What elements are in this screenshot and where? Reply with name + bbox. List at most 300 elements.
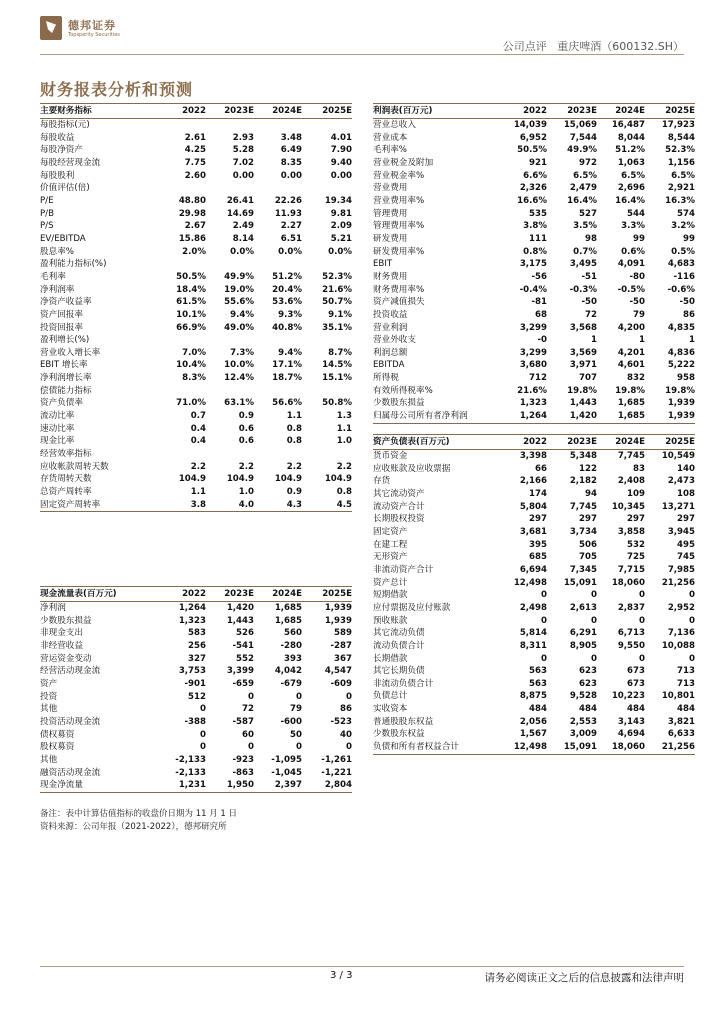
row-label: 流动负债合计	[373, 640, 425, 651]
table-row	[373, 577, 695, 590]
cell-value: 4,091	[617, 259, 645, 270]
cell-value: 104.9	[178, 474, 206, 485]
cell-value: 19.8%	[665, 385, 695, 396]
table-row	[373, 539, 695, 552]
cell-value: 4.0	[238, 499, 254, 510]
cell-value: 2,921	[667, 183, 695, 194]
year-header: 2022	[158, 104, 206, 119]
table-row	[40, 716, 352, 729]
table-row	[40, 691, 352, 704]
cell-value	[206, 258, 254, 271]
cell-value: 1.3	[336, 411, 352, 422]
cell-value: 7.0%	[182, 347, 206, 358]
cell-value: -1,095	[271, 754, 302, 765]
year-header: 2022	[497, 104, 547, 119]
cell-value: 6.5%	[573, 170, 597, 181]
cell-value: -80	[629, 271, 645, 282]
table-row	[40, 208, 352, 221]
cell-value: 0.00	[280, 170, 302, 181]
table-row	[373, 488, 695, 501]
cell-value: 673	[627, 678, 645, 689]
cell-value: -287	[330, 640, 352, 651]
cell-value	[302, 119, 352, 132]
cell-value: 2.27	[280, 221, 302, 232]
cell-value: 395	[529, 539, 547, 550]
cell-value: 1,939	[324, 603, 352, 613]
table-row	[373, 182, 695, 195]
cell-value: 0	[296, 742, 302, 753]
cell-value: 16.6%	[517, 195, 547, 206]
cell-value: 0.4	[190, 423, 206, 434]
cell-value: 0	[248, 742, 254, 753]
cell-value: -1,045	[271, 767, 302, 778]
page-title: 财务报表分析和预测	[40, 80, 194, 99]
cell-value: -50	[629, 297, 645, 308]
row-label: 有效所得税率%	[373, 385, 433, 396]
cell-value	[302, 258, 352, 271]
table-row	[373, 397, 695, 410]
cell-value: -609	[330, 678, 352, 689]
header-divider	[40, 54, 684, 55]
cell-value	[254, 385, 302, 398]
table-row	[373, 627, 695, 640]
cell-value: 52.3%	[322, 271, 352, 282]
row-label: 非现金支出	[40, 628, 83, 639]
table-row	[40, 334, 352, 347]
table-row	[40, 157, 352, 170]
cell-value: 4,200	[617, 322, 645, 333]
row-label: 盈利增长(%)	[40, 335, 90, 346]
report-header	[503, 38, 684, 54]
cell-value: 15,091	[563, 577, 597, 588]
cell-value: 6.51	[280, 233, 302, 244]
cell-value: 83	[633, 463, 645, 474]
cell-value: -0	[537, 335, 547, 346]
row-label: P/B	[40, 208, 54, 219]
cell-value: 0.9	[238, 411, 254, 422]
cell-value: 21.6%	[517, 385, 547, 396]
cell-value: 9.3%	[278, 309, 302, 320]
cell-value: 1,939	[324, 615, 352, 626]
cell-value: 0.4	[190, 436, 206, 447]
cell-value: 4,835	[667, 322, 695, 333]
row-label: 每股股利	[40, 170, 75, 181]
cell-value: 6.49	[280, 145, 302, 156]
cell-value: 713	[677, 678, 695, 689]
row-label: 股息率%	[40, 246, 74, 257]
table-row	[40, 486, 352, 499]
table-row	[40, 397, 352, 410]
cell-value: 2,473	[667, 476, 695, 487]
cell-value: 19.34	[324, 195, 352, 206]
cell-value: 2.09	[330, 221, 352, 232]
table-row	[373, 246, 695, 259]
table-row	[40, 640, 352, 653]
row-label: EBIT 增长率	[40, 360, 88, 371]
cell-value: 8.14	[232, 233, 254, 244]
cell-value: 2,804	[324, 780, 352, 791]
table-header-row	[373, 104, 695, 119]
table-title: 利润表(百万元)	[373, 104, 497, 119]
cell-value: 4,601	[617, 360, 645, 371]
table-row	[373, 463, 695, 476]
table-row	[40, 410, 352, 423]
year-header: 2025E	[645, 104, 695, 119]
row-label: P/E	[40, 195, 54, 206]
disclaimer: 请务必阅读正文之后的信息披露和法律声明	[484, 972, 684, 984]
table-row	[373, 589, 695, 602]
table-row	[373, 501, 695, 514]
cell-value: 712	[529, 373, 547, 384]
row-label: 投资活动现金流	[40, 716, 101, 727]
table-row	[373, 551, 695, 564]
row-label: 负债总计	[373, 691, 408, 702]
cell-value: 0	[541, 653, 547, 664]
cell-value: 18,060	[611, 742, 645, 753]
cell-value: 583	[188, 628, 206, 639]
cell-value: 3.48	[280, 132, 302, 143]
table-row	[40, 144, 352, 157]
row-label: 每股收益	[40, 132, 75, 143]
row-label: 其他	[40, 754, 58, 765]
year-header: 2024E	[597, 104, 645, 119]
cell-value: 9,550	[617, 640, 645, 651]
row-label: 流动比率	[40, 411, 75, 422]
cell-value: 6,713	[617, 628, 645, 639]
cell-value: 2,408	[617, 476, 645, 487]
row-label: 营业税金率%	[373, 170, 425, 181]
report-type: 公司点评	[502, 40, 547, 53]
cell-value: 544	[627, 208, 645, 219]
row-label: 应收帐款周转天数	[40, 461, 109, 472]
cell-value: 4,201	[617, 347, 645, 358]
cell-value: 8,875	[519, 691, 547, 702]
cell-value: -0.3%	[569, 284, 597, 295]
cell-value: 745	[677, 552, 695, 563]
cell-value: -863	[232, 767, 254, 778]
row-label: 经营效率指标	[40, 449, 92, 460]
cell-value: 3,569	[569, 347, 597, 358]
cell-value: -50	[581, 297, 597, 308]
row-label: 财务费用	[373, 271, 408, 282]
cell-value: 713	[677, 666, 695, 677]
cell-value: 3,753	[178, 666, 206, 677]
row-label: 流动资产合计	[373, 501, 425, 512]
cell-value: 15,091	[563, 742, 597, 753]
cell-value: 21,256	[661, 742, 695, 753]
cell-value: 0	[591, 653, 597, 664]
table-row	[373, 322, 695, 335]
cell-value: 4,042	[274, 666, 302, 677]
cell-value: 2,553	[569, 716, 597, 727]
cell-value	[302, 448, 352, 461]
row-label: 非流动负债合计	[373, 678, 434, 689]
table-row	[373, 653, 695, 666]
cell-value	[302, 334, 352, 347]
cell-value: 16,487	[611, 120, 645, 130]
cell-value: -600	[280, 716, 302, 727]
cell-value: -679	[280, 678, 302, 689]
cell-value: 3,821	[667, 716, 695, 727]
cell-value: 22.26	[274, 195, 302, 206]
year-header: 2024E	[597, 435, 645, 450]
cell-value	[206, 334, 254, 347]
cell-value	[158, 448, 206, 461]
cell-value: 16.3%	[665, 195, 695, 206]
cell-value: 0	[639, 653, 645, 664]
cell-value: 14.5%	[322, 360, 352, 371]
table-row	[373, 132, 695, 145]
logo-name-en: Topsperity Securities	[68, 32, 120, 38]
cell-value: 0.0%	[278, 246, 302, 257]
cell-value: 484	[627, 704, 645, 715]
cell-value: 4,683	[667, 259, 695, 270]
cell-value: 18,060	[611, 577, 645, 588]
cell-value: 108	[677, 488, 695, 499]
table-row	[40, 473, 352, 486]
cell-value: -1,221	[321, 767, 352, 778]
table-row	[373, 513, 695, 526]
cell-value: 707	[579, 373, 597, 384]
cell-value: 0.00	[330, 170, 352, 181]
cell-value: 506	[579, 539, 597, 550]
cell-value: 0.9	[286, 487, 302, 498]
table-header-row	[373, 435, 695, 450]
row-label: 价值评估(倍)	[40, 183, 90, 194]
cell-value: 623	[579, 678, 597, 689]
cell-value: 6.5%	[671, 170, 695, 181]
row-label: 管理费用	[373, 208, 408, 219]
row-label: 研发费用	[373, 233, 408, 244]
cell-value: 12,498	[513, 577, 547, 588]
cell-value: 14.69	[226, 208, 254, 219]
cell-value: 3,143	[617, 716, 645, 727]
cell-value: 99	[683, 233, 695, 244]
row-label: 非经营收益	[40, 640, 83, 651]
cell-value: 3,680	[519, 360, 547, 371]
cell-value: 8.35	[280, 157, 302, 168]
table-row	[40, 132, 352, 145]
cell-value	[158, 119, 206, 132]
cell-value: 104.9	[226, 474, 254, 485]
cell-value: 49.0%	[224, 322, 254, 333]
cell-value: 49.9%	[567, 145, 597, 156]
cell-value: 0	[541, 590, 547, 601]
cell-value: 5,348	[569, 451, 597, 461]
cell-value: 7,136	[667, 628, 695, 639]
table-row	[373, 475, 695, 488]
cell-value: 0.7	[190, 411, 206, 422]
cell-value: 256	[188, 640, 206, 651]
cell-value: 104.9	[274, 474, 302, 485]
cell-value: 140	[677, 463, 695, 474]
table-row	[373, 258, 695, 271]
table-row	[373, 157, 695, 170]
cell-value	[158, 334, 206, 347]
cell-value: 563	[529, 666, 547, 677]
cell-value: 2,613	[569, 602, 597, 613]
table-row	[373, 602, 695, 615]
table-row	[373, 526, 695, 539]
cell-value: 0	[346, 742, 352, 753]
cell-value: 51.2%	[615, 145, 645, 156]
table-row	[373, 334, 695, 347]
cell-value: 367	[334, 653, 352, 664]
cell-value: 0.8	[336, 487, 352, 498]
cell-value: 122	[579, 463, 597, 474]
row-label: 资产负债率	[40, 398, 83, 409]
table-row	[373, 665, 695, 678]
cell-value: 685	[529, 552, 547, 563]
row-label: 货币资金	[373, 451, 408, 461]
cell-value: 0.0%	[328, 246, 352, 257]
cell-value: 0	[639, 615, 645, 626]
cell-value: 2,056	[519, 716, 547, 727]
table-row	[373, 220, 695, 233]
cell-value: 7,715	[617, 564, 645, 575]
cell-value: 0	[296, 691, 302, 702]
cell-value: 15.86	[178, 233, 206, 244]
cell-value: 0	[689, 653, 695, 664]
cell-value: 0.0%	[230, 246, 254, 257]
table-row	[373, 144, 695, 157]
cell-value: 2.2	[336, 461, 352, 472]
cell-value: 8.7%	[328, 347, 352, 358]
table-row	[40, 499, 352, 512]
cell-value: 3.5%	[573, 221, 597, 232]
company-name: 重庆啤酒（600132.SH）	[557, 40, 684, 53]
cell-value: 51.2%	[272, 271, 302, 282]
cell-value: 297	[677, 514, 695, 525]
cell-value: 1,420	[226, 603, 254, 613]
cell-value: 10,088	[661, 640, 695, 651]
table-row	[40, 653, 352, 666]
cell-value	[254, 258, 302, 271]
cell-value: 623	[579, 666, 597, 677]
cell-value: 3,681	[519, 526, 547, 537]
row-label: 净利润率	[40, 284, 75, 295]
cell-value: 4.3	[286, 499, 302, 510]
year-header: 2025E	[302, 104, 352, 119]
cell-value: 972	[579, 157, 597, 168]
row-label: 营业收入增长率	[40, 347, 101, 358]
cell-value: 0.6	[238, 423, 254, 434]
row-label: 固定资产	[373, 526, 408, 537]
cash-flow-table	[40, 586, 352, 793]
cell-value	[254, 182, 302, 195]
cell-value: 72	[585, 309, 597, 320]
cell-value: 1,939	[667, 398, 695, 409]
cell-value	[158, 385, 206, 398]
cell-value: 21,256	[661, 577, 695, 588]
cell-value: 1,264	[178, 603, 206, 613]
cell-value: 35.1%	[322, 322, 352, 333]
cell-value: 3,945	[667, 526, 695, 537]
cell-value: 40	[340, 729, 352, 740]
table-row	[373, 309, 695, 322]
cell-value: 79	[633, 309, 645, 320]
cell-value: 79	[290, 704, 302, 715]
cell-value: 6,694	[519, 564, 547, 575]
cell-value: 12,498	[513, 742, 547, 753]
cell-value: 2,397	[274, 780, 302, 791]
cell-value: 72	[242, 704, 254, 715]
cell-value: 0.6	[238, 436, 254, 447]
cell-value: 10,223	[611, 691, 645, 702]
cell-value: 1.1	[286, 411, 302, 422]
table-row	[373, 640, 695, 653]
cell-value: 495	[677, 539, 695, 550]
row-label: 所得税	[373, 373, 399, 384]
cell-value: 0	[346, 691, 352, 702]
table-row	[40, 359, 352, 372]
cell-value: 7,745	[569, 501, 597, 512]
row-label: 营业利润	[373, 322, 408, 333]
cell-value: 21.6%	[322, 284, 352, 295]
cell-value: 7.3%	[230, 347, 254, 358]
cell-value: 1,950	[226, 780, 254, 791]
cell-value: 0.5%	[671, 246, 695, 257]
cell-value: 6,633	[667, 729, 695, 740]
row-label: 毛利率	[40, 271, 66, 282]
row-label: 少数股东权益	[373, 729, 425, 740]
cell-value: 4.25	[184, 145, 206, 156]
cell-value: 3,734	[569, 526, 597, 537]
table-row	[40, 220, 352, 233]
cell-value: 484	[677, 704, 695, 715]
cell-value: 1	[639, 335, 645, 346]
cell-value: -2,133	[175, 754, 206, 765]
cell-value: 56.6%	[272, 398, 302, 409]
table-row	[373, 741, 695, 754]
cell-value: 86	[683, 309, 695, 320]
row-label: 经营活动现金流	[40, 666, 101, 677]
cell-value: 832	[627, 373, 645, 384]
cell-value: 2.0%	[182, 246, 206, 257]
cell-value: 589	[334, 628, 352, 639]
table-row	[40, 767, 352, 780]
cell-value: 0	[591, 590, 597, 601]
table-row	[373, 233, 695, 246]
cell-value: 7.90	[330, 145, 352, 156]
row-label: 存货周转天数	[40, 474, 92, 485]
cell-value: 4,836	[667, 347, 695, 358]
cell-value: 8,905	[569, 640, 597, 651]
row-label: 债权募资	[40, 729, 75, 740]
cell-value: 1.0	[238, 487, 254, 498]
row-label: 营运资金变动	[40, 653, 92, 664]
table-row	[373, 615, 695, 628]
row-label: 存货	[373, 476, 391, 487]
cell-value: 2.93	[232, 132, 254, 143]
cell-value	[206, 119, 254, 132]
table-row	[40, 372, 352, 385]
cell-value	[158, 182, 206, 195]
cell-value: 3,858	[617, 526, 645, 537]
row-label: 其它流动资产	[373, 488, 425, 499]
cell-value: -541	[232, 640, 254, 651]
cell-value: 0.8	[286, 423, 302, 434]
row-label: 股权募资	[40, 742, 75, 753]
cell-value: -2,133	[175, 767, 206, 778]
cell-value: 50.5%	[176, 271, 206, 282]
cell-value: 10,801	[661, 691, 695, 702]
table-row	[373, 385, 695, 398]
cell-value: 111	[529, 233, 547, 244]
page-number: 3 / 3	[330, 970, 353, 981]
year-header: 2022	[158, 587, 206, 602]
cell-value: 1,685	[617, 411, 645, 422]
